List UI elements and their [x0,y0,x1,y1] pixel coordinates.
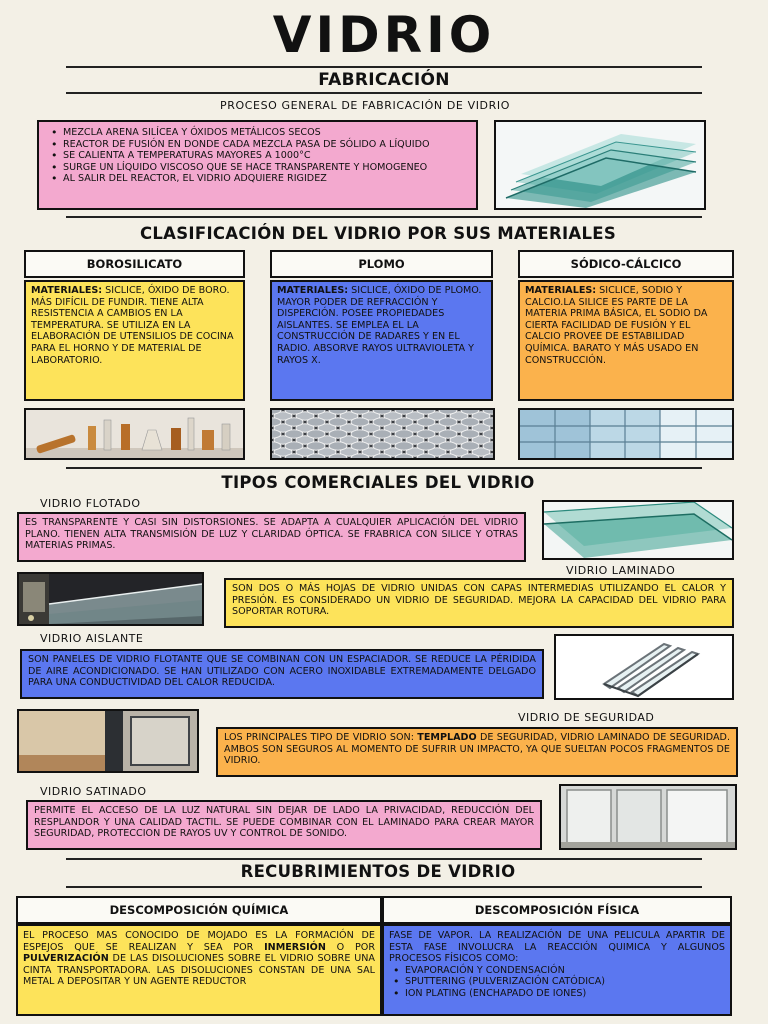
list-item: • MEZCLA ARENA SILÍCEA Y ÓXIDOS METÁLICOS SECOS [47,127,468,139]
laminated-railing-image [17,572,204,626]
description-text: DE SEGURIDAD, VIDRIO LAMINADO DE SEGURIDAD. AMBOS SON SEGUROS AL MOMENTO DE SUFRIR UN IMPACTO, YA QUE SUELTAN POCOS FRAGMENTOS DE VIDRIO. [224,732,730,767]
borosilicato-description [24,280,245,401]
glass-mesh-image [270,408,495,460]
list-item: • SE CALIENTA A TEMPERATURAS MAYORES A 1000°C [47,150,468,162]
float-glass-image [542,500,734,560]
divider [66,92,702,94]
page-title: VIDRIO [272,6,496,64]
insulated-glass-image [554,634,734,700]
list-item: • SPUTTERING (PULVERIZACIÓN CATÓDICA) [389,976,725,988]
quimica-description [16,924,382,1016]
fisica-description [382,924,732,1016]
list-item: • EVAPORACIÓN Y CONDENSACIÓN [389,965,725,977]
divider [66,886,702,888]
type-label-satinado: VIDRIO SATINADO [40,785,147,798]
description-text: LOS PRINCIPALES TIPO DE VIDRIO SON: [224,732,418,743]
flotado-description: ES TRANSPARENTE Y CASI SIN DISTORSIONES. SE ADAPTA A CUALQUIER APLICACIÓN DEL VIDRIO PLANO. TIENEN ALTA TRANSMISIÓN DE LUZ Y CLARIDAD ÓPTICA. SE FRABRICA CON SILICE Y OTRAS MATERIAS PRIMAS. [17,512,526,562]
type-header-sodico-calcico: SÓDICO-CÁLCICO [518,250,734,278]
section-heading-recubrimientos: RECUBRIMIENTOS DE VIDRIO [240,862,516,881]
divider [66,66,702,68]
satinado-description: PERMITE EL ACCESO DE LA LUZ NATURAL SIN DEJAR DE LADO LA PRIVACIDAD, REDUCCIÓN DEL RESPLANDOR Y UNA CALIDAD TACTIL. SE PUEDE COMBINAR CON EL LAMINADO PARA CREAR MAYOR SEGURIDAD, PROTECCION DE RAYOS UV Y CONTROL DE SONIDO. [26,800,542,850]
fisica-header: DESCOMPOSICIÓN FÍSICA [382,896,732,924]
type-label-aislante: VIDRIO AISLANTE [40,632,144,645]
description-text: SICLICE, ÓXIDO DE BORO. MÁS DIFÍCIL DE FUNDIR. TIENE ALTA RESISTENCIA A CAMBIOS EN LA TEMPERATURA. SE UTILIZA EN LA ELABORACIÓN DE UTENSILIOS DE COCINA PARA EL HORNO Y DE MATERIAL DE LABORATORIO. [31,285,234,366]
section-heading-fabricacion: FABRICACIÓN [318,70,450,90]
description-text: SICLICE, SODIO Y CALCIO.LA SILICE ES PARTE DE LA MATERIA PRIMA BÁSICA, EL SODIO DA CIERTA FACILIDAD DE FUSIÓN Y EL CALCIO PROVEE DE ESTABILIDAD QUÍMICA. BARATO Y MÁS USADO EN CONSTRUCCIÓN. [525,285,708,366]
type-label-laminado: VIDRIO LAMINADO [566,564,676,577]
divider [66,216,702,218]
divider [66,858,702,860]
frosted-glass-image [559,784,737,850]
seguridad-description [216,727,738,777]
type-label-flotado: VIDRIO FLOTADO [40,497,141,510]
inmersion-keyword: INMERSIÓN [264,941,326,953]
laminado-description: SON DOS O MÁS HOJAS DE VIDRIO UNIDAS CON CAPAS INTERMEDIAS UTILIZANDO EL CALOR Y PRESIÓN. ES CONSIDERADO UN VIDRIO DE SEGURIDAD. MEJORA LA CAPACIDAD DEL VIDRIO PARA SOPORTAR ROTURA. [224,578,734,628]
aislante-description: SON PANELES DE VIDRIO FLOTANTE QUE SE COMBINAN CON UN ESPACIADOR. SE REDUCE LA PÉRIDIDA DE AIRE ACONDICIONADO. SE HAN UTILIZADO CON ACERO INOXIDABLE EXTREMADAMENTE DELGADO PARA UNA CONDUCTIVIDAD DEL CALOR REDUCIDA. [20,649,544,699]
pulverizacion-keyword: PULVERIZACIÓN [23,953,109,965]
list-item: • REACTOR DE FUSIÓN EN DONDE CADA MEZCLA PASA DE SÓLIDO A LÍQUIDO [47,139,468,151]
description-text: EL PROCESO MAS CONOCIDO DE MOJADO ES LA FORMACIÓN DE ESPEJOS QUE SE REALIZAN Y SEA POR [23,930,375,953]
divider [66,467,702,469]
templado-keyword: TEMPLADO [417,732,477,743]
fabricacion-subtitle: PROCESO GENERAL DE FABRICACIÓN DE VIDRIO [220,99,510,112]
sodico-calcico-description [518,280,734,401]
materials-label: MATERIALES: [31,285,103,296]
plomo-description [270,280,493,401]
description-text: FASE DE VAPOR. LA REALIZACIÓN DE UNA PELICULA APARTIR DE ESTA FASE INVOLUCRA LA REACCIÓN QUIMICA Y ALGUNOS PROCESOS FÍSICOS COMO: [389,930,725,965]
list-item: • AL SALIR DEL REACTOR, EL VIDRIO ADQUIERE RIGIDEZ [47,173,468,185]
section-heading-clasificacion: CLASIFICACIÓN DEL VIDRIO POR SUS MATERIALES [139,224,617,243]
list-item: • SURGE UN LÍQUIDO VISCOSO QUE SE HACE TRANSPARENTE Y HOMOGENEO [47,162,468,174]
materials-label: MATERIALES: [525,285,597,296]
type-header-borosilicato: BOROSILICATO [24,250,245,278]
type-label-seguridad: VIDRIO DE SEGURIDAD [518,711,655,724]
quimica-header: DESCOMPOSICIÓN QUÍMICA [16,896,382,924]
glass-sheets-image [494,120,706,210]
description-text: SICLICE, ÓXIDO DE PLOMO. MAYOR PODER DE REFRACCIÓN Y DISPERCIÓN. POSEE PROPIEDADES AISLANTES. SE EMPLEA EL LA CONSTRUCCIÓN DE RADARES Y EN EL RADIO. ABSORVE RAYOS ULTRAVIOLETA Y RAYOS X. [277,285,482,366]
list-item: • ION PLATING (ENCHAPADO DE IONES) [389,988,725,1000]
description-text: DE LAS DISOLUCIONES SOBRE EL VIDRIO SOBRE UNA CINTA TRANSPORTADORA. LAS DISOLUCIONES CONSTAN DE UNA SAL METAL A DEPOSITAR Y UN AGENTE REDUCTOR [23,953,375,988]
glass-building-image [518,408,734,460]
fabricacion-steps-box [37,120,478,210]
type-header-plomo: PLOMO [270,250,493,278]
materials-label: MATERIALES: [277,285,349,296]
lab-glassware-image [24,408,245,460]
section-heading-tipos: TIPOS COMERCIALES DEL VIDRIO [221,473,535,492]
description-text: O POR [325,941,375,953]
safety-glass-door-image [17,709,199,773]
